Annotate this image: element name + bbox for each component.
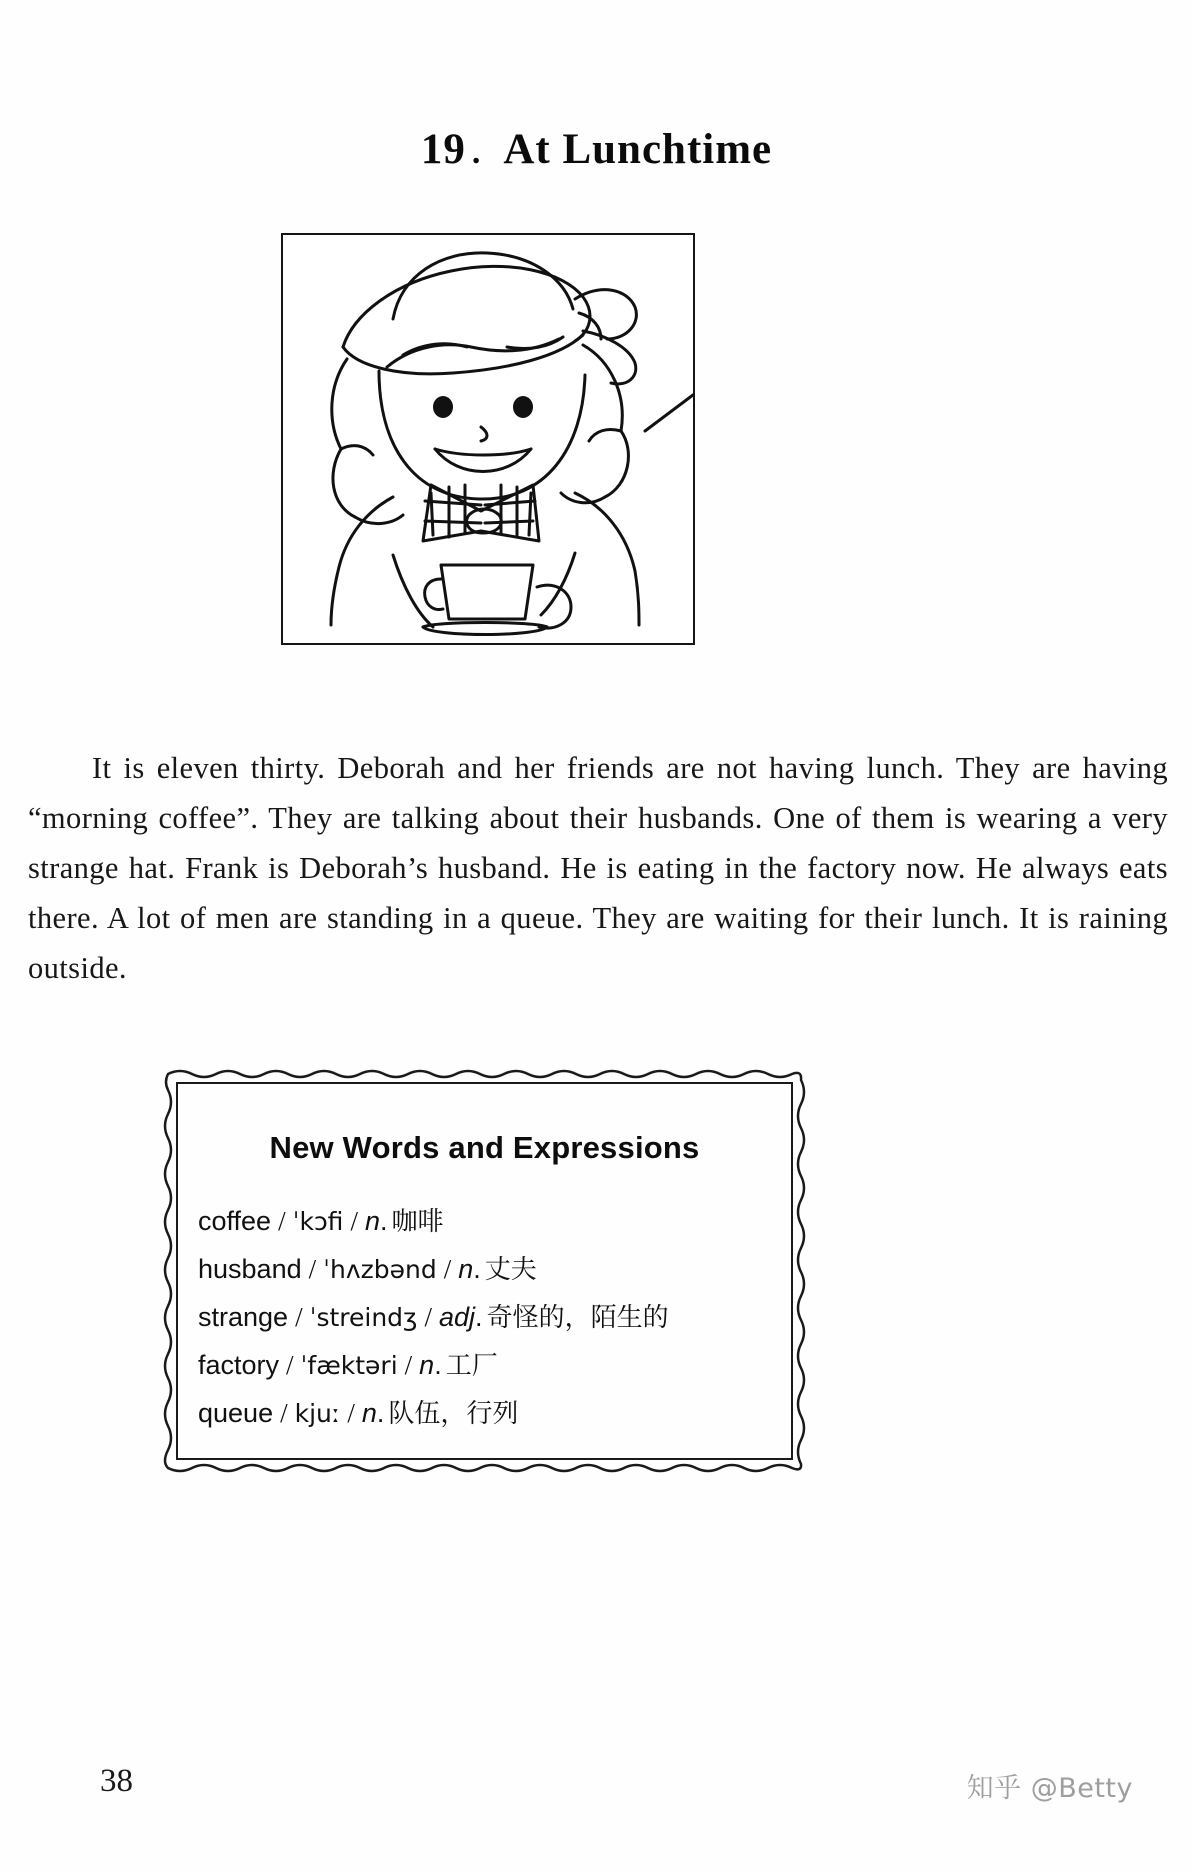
slash: / — [443, 1254, 452, 1284]
slash: / — [350, 1206, 358, 1236]
vocabulary-heading: New Words and Expressions — [269, 1130, 700, 1165]
vocabulary-phonetic: ˈkɔfi — [292, 1207, 344, 1236]
slash: / — [295, 1302, 303, 1332]
vocabulary-list — [198, 1198, 783, 1438]
vocabulary-part-of-speech: n — [364, 1206, 380, 1236]
vocabulary-entry — [198, 1390, 783, 1438]
lesson-number: 19 — [420, 126, 466, 173]
vocabulary-word: husband — [198, 1254, 302, 1284]
vocabulary-word: factory — [198, 1350, 280, 1380]
vocabulary-phonetic: ˈstreindʒ — [309, 1303, 418, 1332]
pos-dot: . — [376, 1398, 385, 1428]
slash: / — [347, 1398, 355, 1428]
vocabulary-meaning: 丈夫 — [484, 1255, 537, 1285]
pos-dot: . — [475, 1302, 483, 1332]
vocabulary-meaning: 咖啡 — [391, 1207, 444, 1237]
pos-dot: . — [473, 1254, 481, 1284]
slash: / — [424, 1302, 433, 1332]
vocabulary-phonetic: ˈhʌzbənd — [323, 1255, 437, 1284]
page-title — [0, 125, 1193, 174]
vocabulary-entry — [198, 1342, 783, 1390]
vocabulary-entry — [198, 1294, 783, 1342]
vocabulary-word: coffee — [198, 1206, 272, 1236]
vocabulary-part-of-speech: n — [458, 1254, 474, 1284]
vocabulary-meaning: 工厂 — [445, 1351, 498, 1381]
vocabulary-box — [162, 1068, 807, 1474]
vocabulary-phonetic: ˈfæktəri — [300, 1351, 398, 1380]
lesson-title: At Lunchtime — [503, 126, 773, 173]
vocabulary-part-of-speech: adj — [439, 1302, 476, 1332]
vocabulary-entry — [198, 1246, 783, 1294]
lesson-passage — [28, 743, 1168, 993]
vocabulary-phonetic: kjuː — [294, 1399, 341, 1428]
page-number: 38 — [100, 1763, 133, 1799]
pos-dot: . — [379, 1206, 388, 1236]
pos-dot: . — [434, 1350, 442, 1380]
girl-with-coffee-icon — [283, 235, 693, 643]
slash: / — [278, 1206, 286, 1236]
vocabulary-part-of-speech: n — [419, 1350, 435, 1380]
vocabulary-part-of-speech: n — [361, 1398, 377, 1428]
passage-text: It is eleven thirty. Deborah and her friends are not having lunch. They are having “morning coffee”. They are talking about their husbands. One of them is wearing a very strange hat. Frank is Deborah’s husband. He is eating in the factory now. He always eats there. A lot of men are standing in a queue. They are waiting for their lunch. It is raining outside. — [28, 750, 1168, 985]
lesson-number-separator: . — [471, 134, 482, 171]
illustration-frame — [281, 233, 695, 645]
slash: / — [308, 1254, 317, 1284]
slash: / — [280, 1398, 288, 1428]
slash: / — [404, 1350, 413, 1380]
vocabulary-word: queue — [198, 1398, 274, 1428]
vocabulary-meaning: 队伍，行列 — [388, 1399, 519, 1429]
vocabulary-meaning: 奇怪的，陌生的 — [486, 1303, 669, 1333]
slash: / — [286, 1350, 294, 1380]
vocabulary-word: strange — [198, 1302, 289, 1332]
vocabulary-entry — [198, 1198, 783, 1246]
watermark: 知乎 @Betty — [966, 1773, 1133, 1804]
